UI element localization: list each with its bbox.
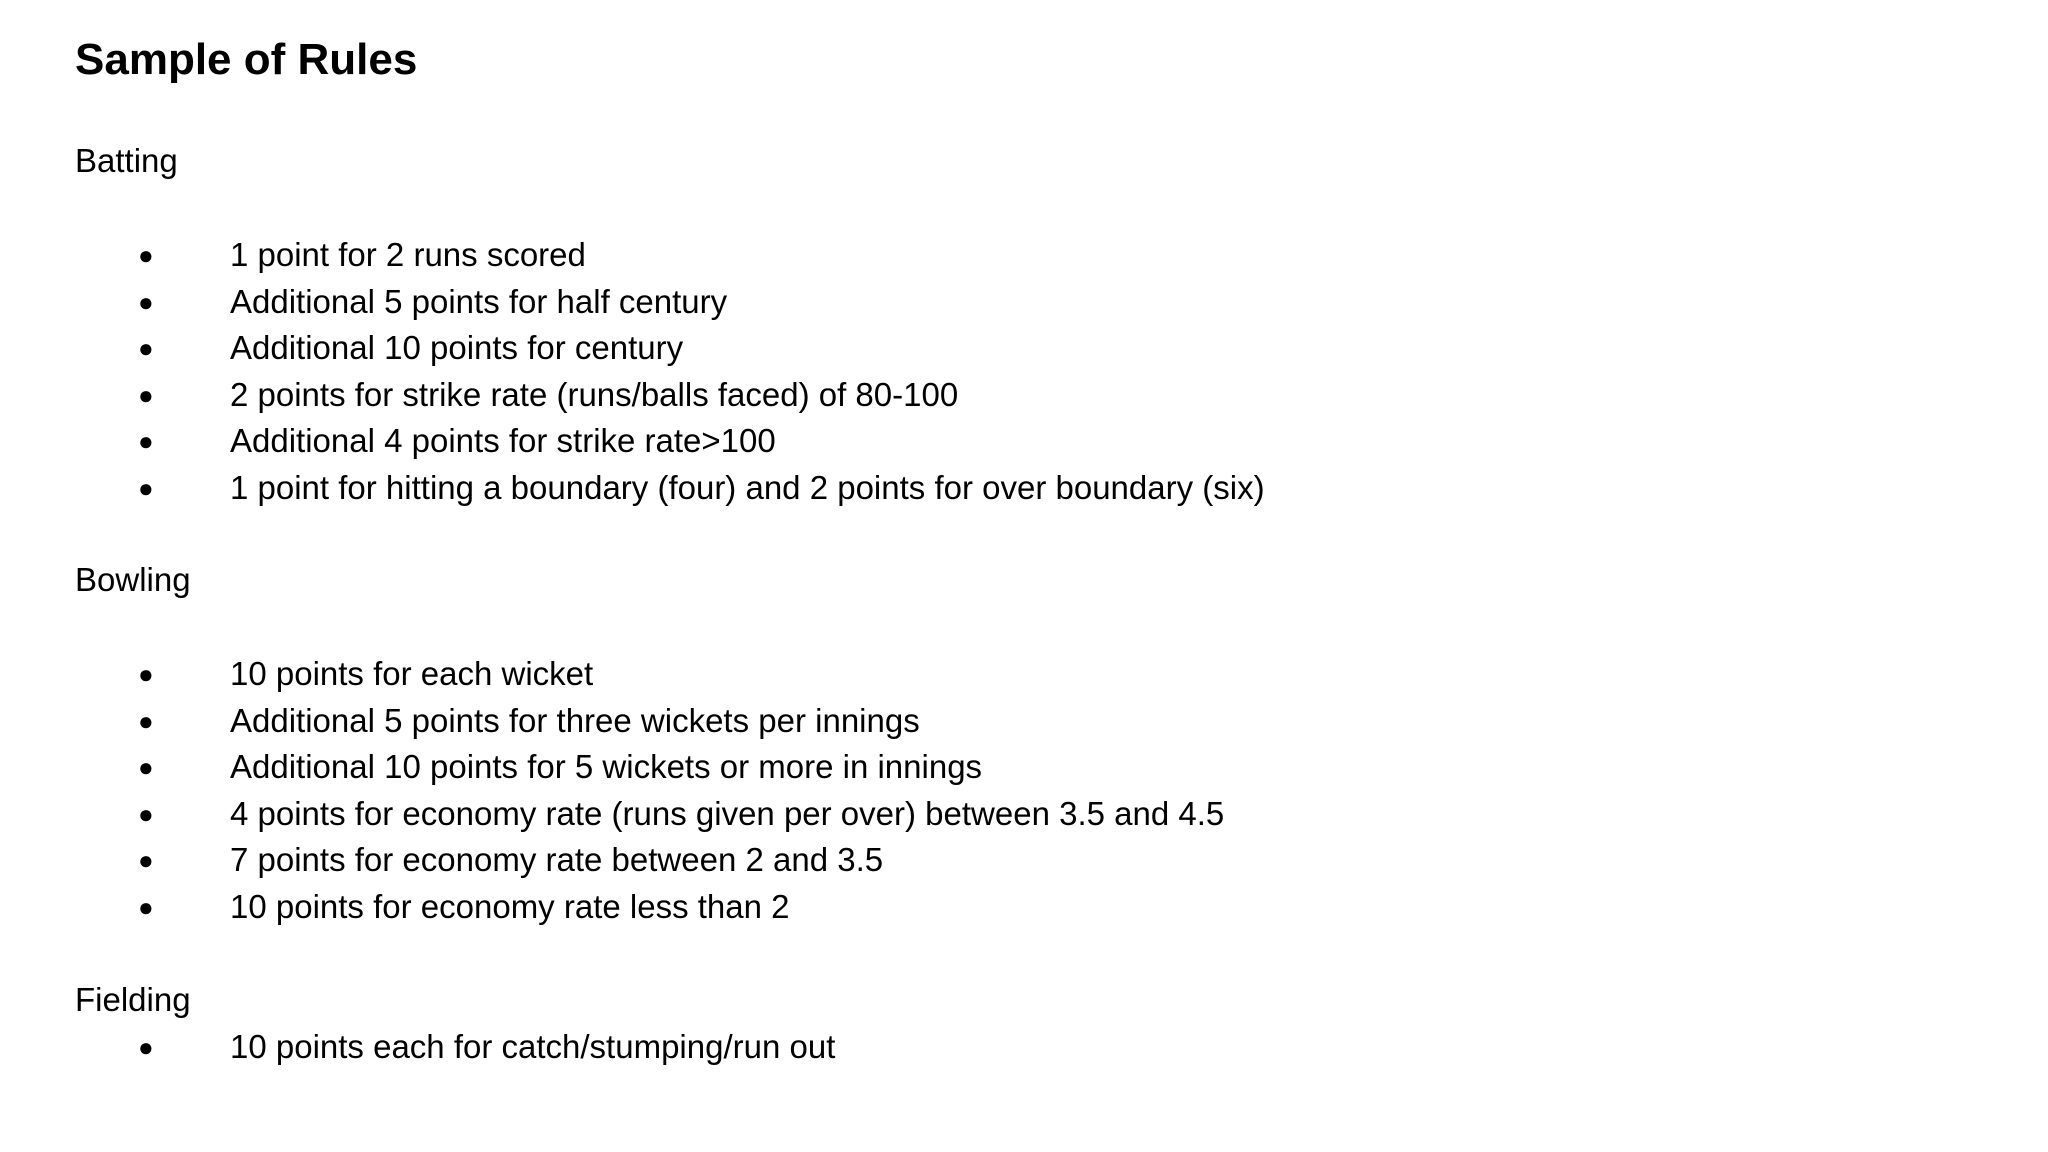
rule-text: Additional 5 points for half century <box>230 282 728 320</box>
rule-text: 10 points each for catch/stumping/run out <box>230 1028 836 1065</box>
rule-text: 7 points for economy rate between 2 and 3.5 <box>230 841 884 878</box>
rule-text: 2 points for strike rate (runs/balls faced) of 80-100 <box>230 375 959 413</box>
bullet-icon: ● <box>138 845 154 875</box>
bullet-icon: ● <box>138 752 154 782</box>
bullet-icon: ● <box>138 472 154 503</box>
bullet-icon: ● <box>138 1032 154 1062</box>
bullet-icon: ● <box>138 426 154 456</box>
rule-text: 10 points for each wicket <box>230 655 594 692</box>
bullet-icon: ● <box>138 379 154 410</box>
rule-text: Additional 5 points for three wickets per innings <box>230 701 920 739</box>
section-heading-bowling: Bowling <box>75 561 191 598</box>
bullet-icon: ● <box>138 891 154 922</box>
bullet-icon: ● <box>138 705 154 736</box>
rule-text: Additional 10 points for 5 wickets or more in innings <box>230 748 983 785</box>
rule-text: 4 points for economy rate (runs given per over) between 3.5 and 4.5 <box>230 794 1225 832</box>
bullet-icon: ● <box>138 798 154 829</box>
section-heading-batting: Batting <box>75 142 178 179</box>
rule-text: 1 point for hitting a boundary (four) and 2 points for over boundary (six) <box>230 468 1265 506</box>
section-heading-fielding: Fielding <box>75 981 191 1018</box>
rule-text: Additional 10 points for century <box>230 329 684 366</box>
bullet-icon: ● <box>138 240 154 270</box>
rule-text: 10 points for economy rate less than 2 <box>230 887 790 925</box>
bullet-icon: ● <box>138 286 154 317</box>
rule-text: Additional 4 points for strike rate>100 <box>230 422 776 459</box>
bullet-icon: ● <box>138 333 154 363</box>
page-title: Sample of Rules <box>75 35 418 84</box>
rule-text: 1 point for 2 runs scored <box>230 236 586 273</box>
bullet-icon: ● <box>138 659 154 689</box>
